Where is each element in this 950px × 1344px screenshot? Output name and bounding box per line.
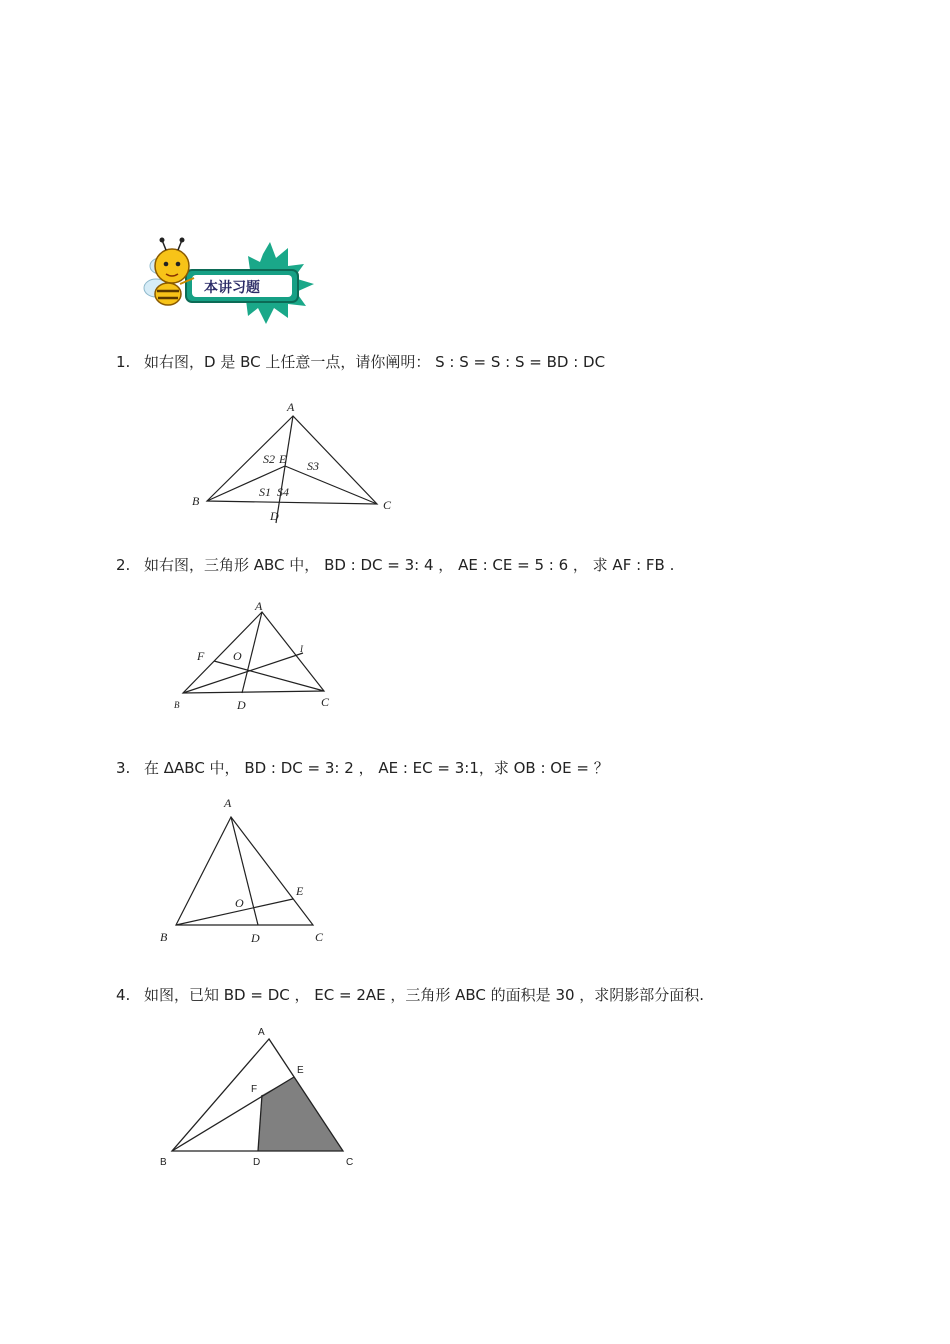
point-label-D: D bbox=[237, 698, 246, 712]
point-label-E: E bbox=[279, 452, 287, 466]
figure-3 bbox=[155, 793, 340, 953]
problem-number: 1. bbox=[116, 353, 131, 371]
problem-text: 如右图，D 是 BC 上任意一点，请你阐明： S : S = S : S = BD : DC bbox=[144, 353, 606, 371]
vertex-label-B: B bbox=[160, 1157, 167, 1168]
point-label-E: E bbox=[297, 1065, 304, 1076]
vertex-label-A: A bbox=[224, 796, 232, 810]
point-label-F: F bbox=[197, 649, 205, 663]
problem-3 bbox=[116, 757, 609, 778]
point-label-D: D bbox=[251, 931, 260, 945]
problem-1 bbox=[116, 351, 605, 372]
problem-text: 如图，已知 BD = DC ， EC = 2AE ，三角形 ABC 的面积是 30 ，求阴影部分面积. bbox=[144, 986, 705, 1004]
vertex-label-C: C bbox=[315, 930, 324, 944]
figure-1 bbox=[185, 398, 400, 526]
point-label-D: D bbox=[270, 509, 279, 523]
area-label-S2: S2 bbox=[263, 452, 275, 466]
figure-4 bbox=[155, 1020, 365, 1175]
vertex-label-C: C bbox=[346, 1157, 354, 1168]
point-label-D: D bbox=[253, 1157, 261, 1168]
area-label-S4: S4 bbox=[277, 485, 289, 499]
vertex-label-A: A bbox=[258, 1027, 265, 1038]
vertex-label-C: C bbox=[321, 695, 330, 709]
area-label-S1: S1 bbox=[259, 485, 271, 499]
vertex-label-B: B bbox=[192, 494, 200, 508]
shaded-region bbox=[258, 1077, 343, 1151]
area-label-S3: S3 bbox=[307, 459, 319, 473]
vertex-label-A: A bbox=[287, 400, 295, 414]
problem-4 bbox=[116, 984, 704, 1005]
problem-number: 2. bbox=[116, 556, 131, 574]
vertex-label-B: B bbox=[160, 930, 168, 944]
point-label-E: E bbox=[296, 884, 304, 898]
problem-number: 4. bbox=[116, 986, 131, 1004]
problem-text: 如右图，三角形 ABC 中， BD : DC = 3: 4 ， AE : CE = 5 : 6 ， 求 AF : FB . bbox=[144, 556, 675, 574]
point-label-F: F bbox=[251, 1084, 258, 1095]
banner-title: 本讲习题 bbox=[204, 280, 260, 296]
lesson-exercises-banner bbox=[138, 236, 323, 326]
vertex-label-A: A bbox=[255, 599, 263, 613]
problem-2 bbox=[116, 554, 674, 575]
problem-text: 在 ΔABC 中， BD : DC = 3: 2 ， AE : EC = 3:1，求 OB : OE = ？ bbox=[144, 759, 609, 777]
vertex-label-C: C bbox=[383, 498, 392, 512]
point-label-O: O bbox=[235, 896, 244, 910]
figure-2 bbox=[170, 596, 340, 716]
vertex-label-B: B bbox=[174, 700, 180, 710]
problem-number: 3. bbox=[116, 759, 131, 777]
point-label-O: O bbox=[233, 649, 242, 663]
point-label-E: I bbox=[300, 644, 303, 654]
